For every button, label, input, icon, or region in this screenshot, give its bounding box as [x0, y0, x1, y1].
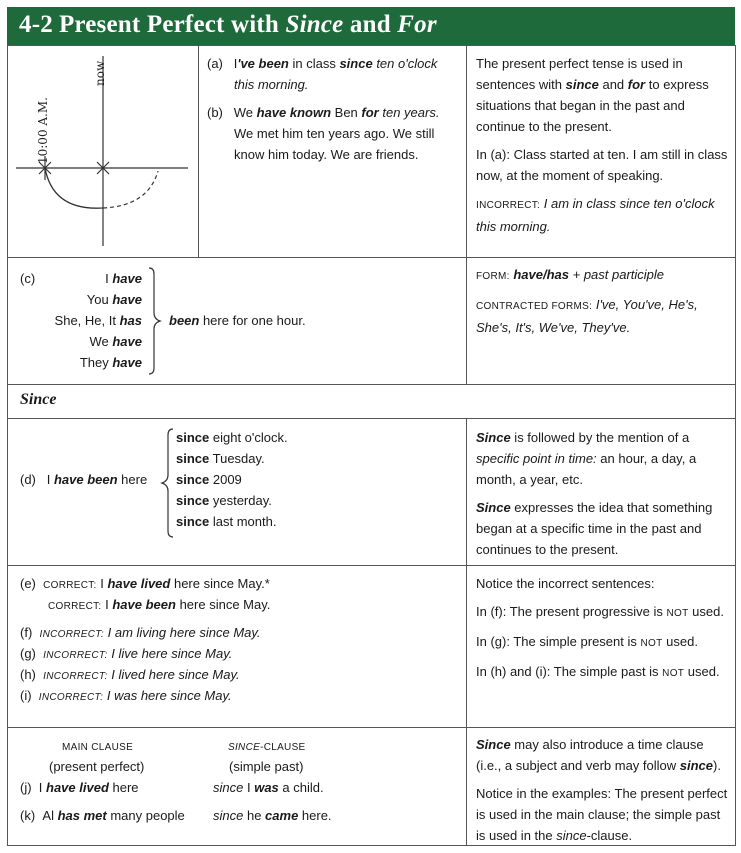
exp5-since-1: Since [476, 737, 511, 752]
main-sub-label: (present perfect) [49, 759, 145, 774]
exp3-p2-text: expresses the idea that something began at a specific time in the past and continues to the present. [476, 500, 713, 557]
exp3-p2 [476, 497, 732, 560]
example-a [207, 53, 437, 74]
exp4-p3 [476, 631, 732, 654]
label-h: (h) [20, 667, 36, 682]
label-j: (j) [20, 780, 32, 795]
contracted-label: CONTRACTED FORMS: [476, 301, 593, 312]
since-word-2: since [176, 451, 210, 466]
since-item-2 [176, 448, 288, 469]
been-word: been [169, 313, 200, 328]
e2-verb: have been [112, 597, 176, 612]
subj-3: She, He, It [54, 313, 116, 328]
example-i [20, 685, 232, 708]
k-since-rest: here. [298, 808, 332, 823]
row-rule-2 [7, 384, 735, 385]
row-rule-3 [7, 418, 735, 419]
f-text: I am living here since May. [104, 625, 261, 640]
exp4-p4-a: In (h) and (i): The simple past is [476, 664, 663, 679]
example-k-clause [213, 805, 332, 826]
j-since: since [213, 780, 244, 795]
label-g: (g) [20, 646, 36, 661]
a-mid: in class [288, 56, 340, 71]
left-brace-icon [160, 427, 176, 539]
aux-1: have [112, 271, 142, 286]
exp5-p1-text: may also introduce a time clause (i.e., a subject and verb may follow [476, 737, 704, 773]
example-g [20, 643, 232, 666]
conj-row-4 [30, 331, 142, 352]
e1-rest: here since May.* [170, 576, 270, 591]
example-f [20, 622, 261, 645]
since-item-3 [176, 469, 288, 490]
contracted-line [476, 294, 732, 338]
since-word-4: since [176, 493, 210, 508]
since-clause-rest: -CLAUSE [260, 742, 306, 753]
a-verb: 've been [237, 56, 289, 71]
chart-number: 4-2 [19, 11, 53, 38]
subj-2: You [86, 292, 109, 307]
exp1-p1-text: The present perfect tense is used in sentences with [476, 56, 683, 92]
k-rest: many people [106, 808, 185, 823]
since-value-5: last month. [209, 514, 277, 529]
example-j-clause [213, 777, 324, 798]
label-d: (d) [20, 472, 36, 487]
exp5-p1 [476, 734, 732, 776]
example-e1 [20, 573, 270, 596]
explanation-5 [476, 734, 732, 853]
example-d [20, 469, 147, 490]
incorrect-label-g: INCORRECT: [43, 650, 108, 661]
timeline-diagram [8, 46, 198, 257]
exp4-p2-a: In (f): The present progressive is [476, 604, 667, 619]
dashed-arc [103, 171, 158, 208]
g-text: I live here since May. [107, 646, 233, 661]
e1-pre: I [96, 576, 108, 591]
exp1-p1 [476, 53, 732, 137]
column-divider-1 [466, 45, 467, 385]
column-divider-2 [466, 418, 467, 845]
exp5-p2 [476, 783, 732, 846]
exp1-and: and [598, 77, 628, 92]
since-heading: Since [20, 391, 57, 408]
e2-rest: here since May. [175, 597, 271, 612]
aux-2: have [112, 292, 142, 307]
incorrect-label-h: INCORRECT: [43, 671, 108, 682]
subj-4: We [89, 334, 109, 349]
label-i: (i) [20, 688, 32, 703]
label-f: (f) [20, 625, 33, 640]
since-value-4: yesterday. [209, 493, 272, 508]
b-mid: Ben [331, 105, 362, 120]
exp4-p3-b: used. [662, 634, 698, 649]
exp5-p1-end: ). [713, 758, 721, 773]
aux-5: have [112, 355, 142, 370]
exp3-p1-text: is followed by the mention of a [510, 430, 690, 445]
since-word-3: since [176, 472, 210, 487]
conj-row-1 [30, 268, 142, 289]
explanation-2 [476, 264, 732, 345]
diagram-divider [198, 45, 199, 257]
exp4-p2-b: used. [688, 604, 724, 619]
explanation-4 [476, 573, 732, 691]
since-value-1: eight o'clock. [209, 430, 288, 445]
conj-rest: here for one hour. [199, 313, 306, 328]
a-pre: I [233, 56, 238, 71]
solid-arc [45, 168, 103, 208]
since-sub-label: (simple past) [229, 759, 304, 774]
explanation-1 [476, 53, 732, 244]
example-b [207, 102, 439, 123]
d-verb: have been [53, 472, 118, 487]
j-pre: I [38, 780, 47, 795]
conj-row-3 [30, 310, 142, 331]
example-b-line2: We met him ten years ago. We still [234, 126, 435, 141]
example-h [20, 664, 240, 687]
exp4-p3-a: In (g): The simple present is [476, 634, 641, 649]
subj-5: They [79, 355, 109, 370]
title-for: For [397, 11, 437, 38]
k-pre: Al [42, 808, 58, 823]
exp3-p1-italic: specific point in time: [476, 451, 597, 466]
example-k [20, 805, 185, 826]
exp1-incorrect-label: INCORRECT: [476, 200, 541, 211]
header-bar [7, 7, 735, 45]
exp1-for: for [627, 77, 646, 92]
aux-3: has [119, 313, 142, 328]
j-since-pre: I [243, 780, 255, 795]
exp1-p2: In (a): Class started at ten. I am still in class now, at the moment of speaking. [476, 147, 728, 183]
exp3-p1-rest: an hour, a day, a month, a year, etc. [476, 451, 697, 487]
since-value-2: Tuesday. [209, 451, 265, 466]
example-e2 [48, 594, 270, 617]
since-clause-label [228, 737, 306, 758]
d-pre: I [46, 472, 54, 487]
contracted-text: I've, You've, He's, She's, It's, We've, They've. [476, 297, 698, 335]
since-item-1 [176, 427, 288, 448]
exp4-not-3: NOT [662, 668, 685, 679]
conj-row-2 [30, 289, 142, 310]
subj-1: I [105, 271, 109, 286]
b-pre: We [233, 105, 257, 120]
example-b-line3: know him today. We are friends. [234, 147, 419, 162]
exp3-p1 [476, 427, 732, 490]
example-a-line2: this morning. [234, 77, 309, 92]
since-clause-since: SINCE [228, 742, 261, 753]
form-line [476, 264, 732, 287]
k-since: since [213, 808, 244, 823]
j-since-rest: a child. [278, 780, 324, 795]
j-rest: here [108, 780, 139, 795]
label-e: (e) [20, 576, 36, 591]
label-a: (a) [207, 56, 223, 71]
exp4-p4 [476, 661, 732, 684]
conjugation-list [30, 268, 142, 373]
incorrect-label-f: INCORRECT: [39, 629, 104, 640]
d-rest: here [117, 472, 148, 487]
row-rule-5 [7, 727, 735, 728]
exp3-since-2: Since [476, 500, 511, 515]
i-text: I was here since May. [103, 688, 232, 703]
now-label: now [93, 60, 107, 86]
example-j [20, 777, 139, 798]
b-rest: ten years. [378, 105, 440, 120]
exp3-since-1: Since [476, 430, 511, 445]
exp1-incorrect-text: I am in class since ten o'clock this morning. [476, 196, 715, 234]
since-list [176, 427, 288, 532]
j-since-verb: was [254, 780, 279, 795]
exp4-p2 [476, 601, 732, 624]
exp1-since: since [565, 77, 599, 92]
right-brace-icon [146, 266, 166, 376]
exp5-p2-end: -clause. [586, 828, 633, 843]
k-since-pre: he [243, 808, 266, 823]
exp1-p3 [476, 193, 732, 237]
aux-4: have [112, 334, 142, 349]
e1-verb: have lived [107, 576, 171, 591]
b-for: for [361, 105, 379, 120]
exp1-rest: to express situations that began in the past and continue to the present. [476, 77, 709, 134]
exp5-since-2: since [679, 758, 714, 773]
time-label: 10:00 A.M. [36, 97, 50, 164]
row-rule-1 [7, 257, 735, 258]
correct-label-2: CORRECT: [48, 601, 102, 612]
k-since-verb: came [265, 808, 299, 823]
exp4-not-1: NOT [666, 608, 689, 619]
table-right-rule [735, 45, 736, 845]
since-value-3: 2009 [209, 472, 242, 487]
title-and: and [343, 11, 398, 38]
label-c: (c) [20, 271, 36, 286]
k-verb: has met [57, 808, 107, 823]
j-verb: have lived [46, 780, 109, 795]
correct-label-1: CORRECT: [43, 580, 97, 591]
exp4-p1: Notice the incorrect sentences: [476, 576, 655, 591]
since-item-5 [176, 511, 288, 532]
exp5-since-3: since [556, 828, 587, 843]
page-title [19, 11, 437, 39]
conj-row-5 [30, 352, 142, 373]
form-text: have/has [513, 267, 569, 282]
e2-pre: I [101, 597, 113, 612]
b-verb: have known [256, 105, 332, 120]
since-word-1: since [176, 430, 210, 445]
since-item-4 [176, 490, 288, 511]
a-rest: ten o'clock [372, 56, 438, 71]
since-word-5: since [176, 514, 210, 529]
exp4-not-2: NOT [640, 638, 663, 649]
form-label: FORM: [476, 271, 510, 282]
title-since: Since [285, 11, 344, 38]
h-text: I lived here since May. [107, 667, 240, 682]
incorrect-label-i: INCORRECT: [38, 692, 104, 703]
conj-predicate [169, 310, 306, 331]
main-clause-label: MAIN CLAUSE [62, 742, 134, 753]
label-b: (b) [207, 105, 223, 120]
title-prefix: Present Perfect with [58, 11, 286, 38]
label-k: (k) [20, 808, 36, 823]
exp5-p2-text: Notice in the examples: The present perfect is used in the main clause; the simple past is used in the [476, 786, 728, 843]
form-rest: + past participle [569, 267, 665, 282]
exp4-p4-b: used. [684, 664, 720, 679]
a-since: since [339, 56, 373, 71]
explanation-3 [476, 427, 732, 567]
